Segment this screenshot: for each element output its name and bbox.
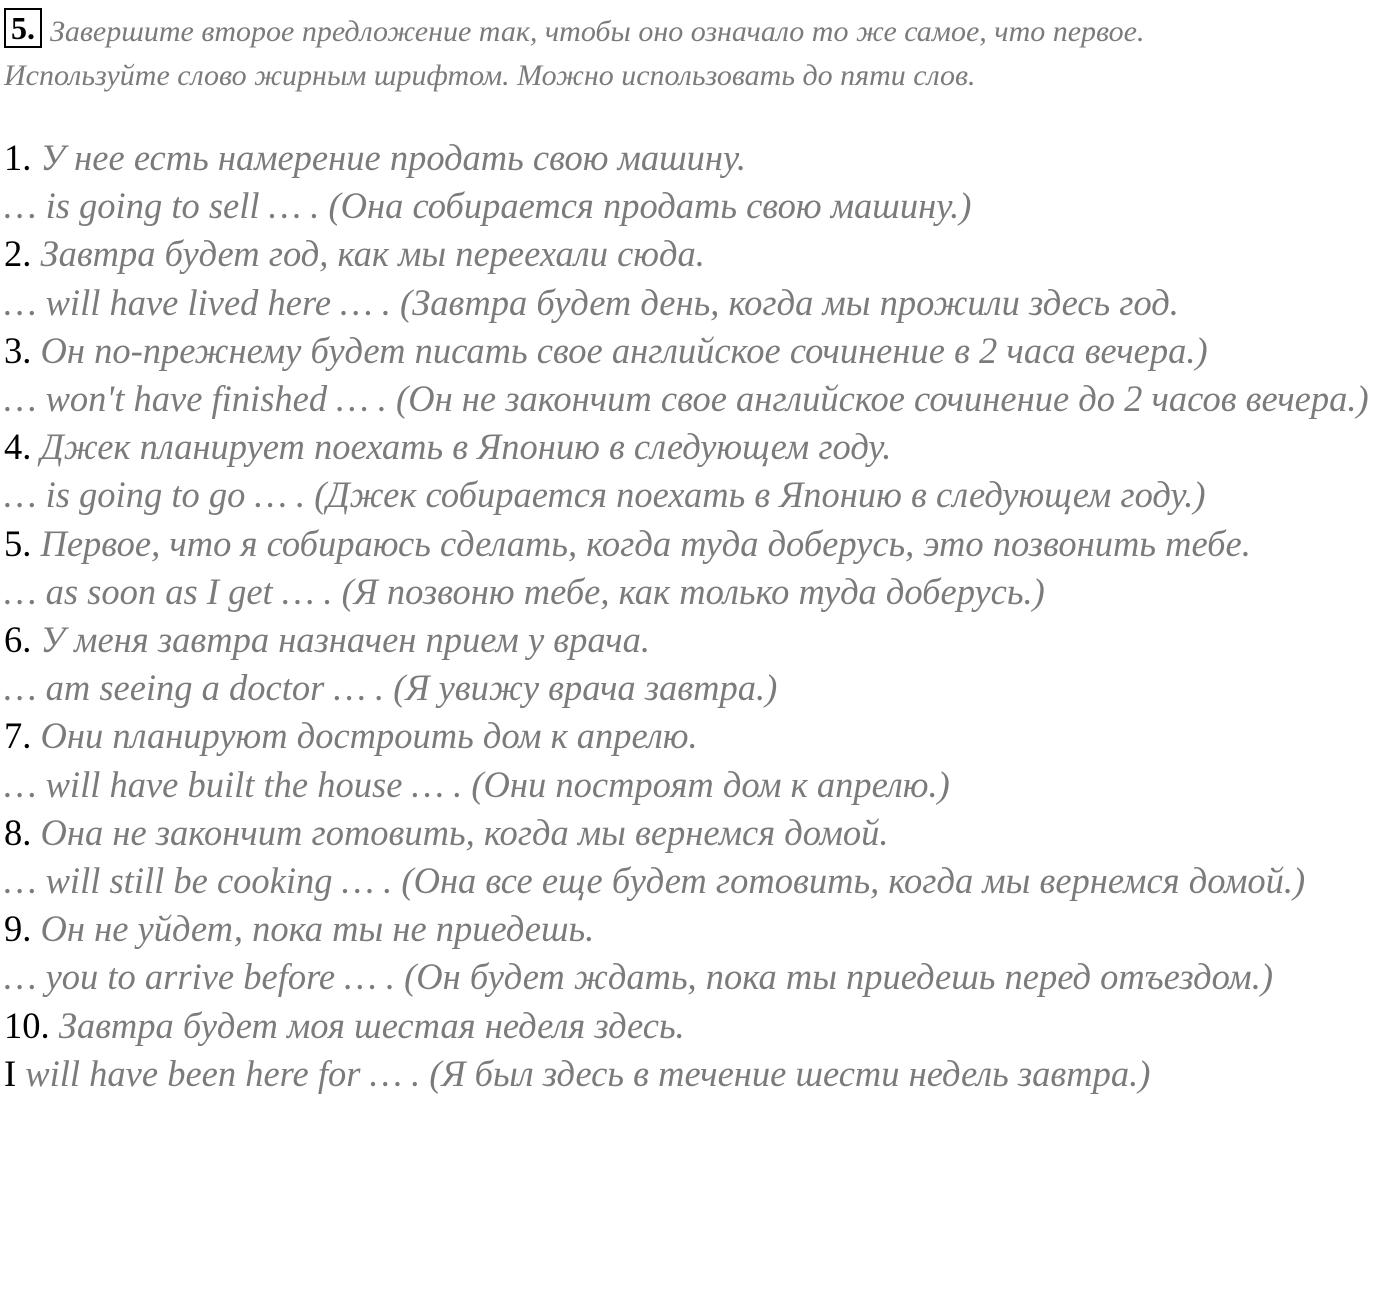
item-number: 2. xyxy=(4,233,32,275)
item-number: 8. xyxy=(4,811,32,853)
item-number: 1. xyxy=(4,137,32,178)
exercise-item xyxy=(4,134,1396,230)
item-answer: … you to arrive before … . (Он будет ждать, пока ты приедешь перед отъездом.) xyxy=(4,956,1273,998)
item-russian-sentence: Джек планирует поехать в Японию в следующем году. xyxy=(40,426,892,468)
item-number: 9. xyxy=(4,908,32,950)
exercise-item xyxy=(4,423,1396,519)
exercise-items xyxy=(4,134,1396,1098)
item-russian-sentence: Первое, что я собираюсь сделать, когда туда доберусь, это позвонить тебе. xyxy=(40,522,1251,564)
item-number: 7. xyxy=(4,715,32,757)
item-answer: … as soon as I get … . (Я позвоню тебе, как только туда доберусь.) xyxy=(4,570,1045,612)
item-russian-sentence: Он не уйдет, пока ты не приедешь. xyxy=(40,908,595,950)
item-russian-sentence: Завтра будет моя шестая неделя здесь. xyxy=(58,1004,685,1046)
item-russian-sentence: Она не закончит готовить, когда мы вернемся домой. xyxy=(40,811,889,853)
item-answer: … am seeing a doctor … . (Я увижу врача завтра.) xyxy=(4,667,778,709)
item-russian-sentence: Завтра будет год, как мы переехали сюда. xyxy=(40,233,705,275)
exercise-page xyxy=(4,8,1396,1098)
item-russian-sentence: У меня завтра назначен прием у врача. xyxy=(40,619,650,661)
task-instruction-line2: Используйте слово жирным шрифтом. Можно использовать до пяти слов. xyxy=(4,59,976,92)
exercise-item xyxy=(4,905,1396,1001)
item-answer: … will have built the house … . (Они построят дом к апрелю.) xyxy=(4,763,950,805)
exercise-item xyxy=(4,712,1396,808)
exercise-item xyxy=(4,809,1396,905)
exercise-item xyxy=(4,1002,1396,1098)
item-number: 3. xyxy=(4,329,32,371)
exercise-item xyxy=(4,327,1396,423)
exercise-item xyxy=(4,520,1396,616)
task-instruction-line1: Завершите второе предложение так, чтобы оно означало то же самое, что первое. xyxy=(50,15,1145,48)
item-number: 10. xyxy=(4,1004,50,1046)
item-answer: will have been here for … . (Я был здесь в течение шести недель завтра.) xyxy=(25,1052,1151,1094)
item-russian-sentence: Он по-прежнему будет писать свое английское сочинение в 2 часа вечера.) xyxy=(40,329,1208,371)
item-number: 4. xyxy=(4,426,32,468)
item-russian-sentence: Они планируют достроить дом к апрелю. xyxy=(40,715,698,757)
exercise-item xyxy=(4,230,1396,326)
item-answer: … is going to sell … . (Она собирается продать свою машину.) xyxy=(4,185,972,227)
exercise-item xyxy=(4,616,1396,712)
item-answer: … will have lived here … . (Завтра будет день, когда мы прожили здесь год. xyxy=(4,281,1179,323)
item-number: 5. xyxy=(4,522,32,564)
item-answer: … won't have finished … . (Он не закончит свое английское сочинение до 2 часов вечера.) xyxy=(4,378,1369,420)
item-number: 6. xyxy=(4,619,32,661)
item-answer: … is going to go … . (Джек собирается поехать в Японию в следующем году.) xyxy=(4,474,1206,516)
task-header xyxy=(4,8,1396,98)
item-answer-prefix: I xyxy=(4,1052,17,1094)
item-answer: … will still be cooking … . (Она все еще будет готовить, когда мы вернемся домой.) xyxy=(4,860,1306,902)
task-number-box: 5. xyxy=(4,8,42,48)
item-russian-sentence: У нее есть намерение продать свою машину. xyxy=(40,137,747,178)
